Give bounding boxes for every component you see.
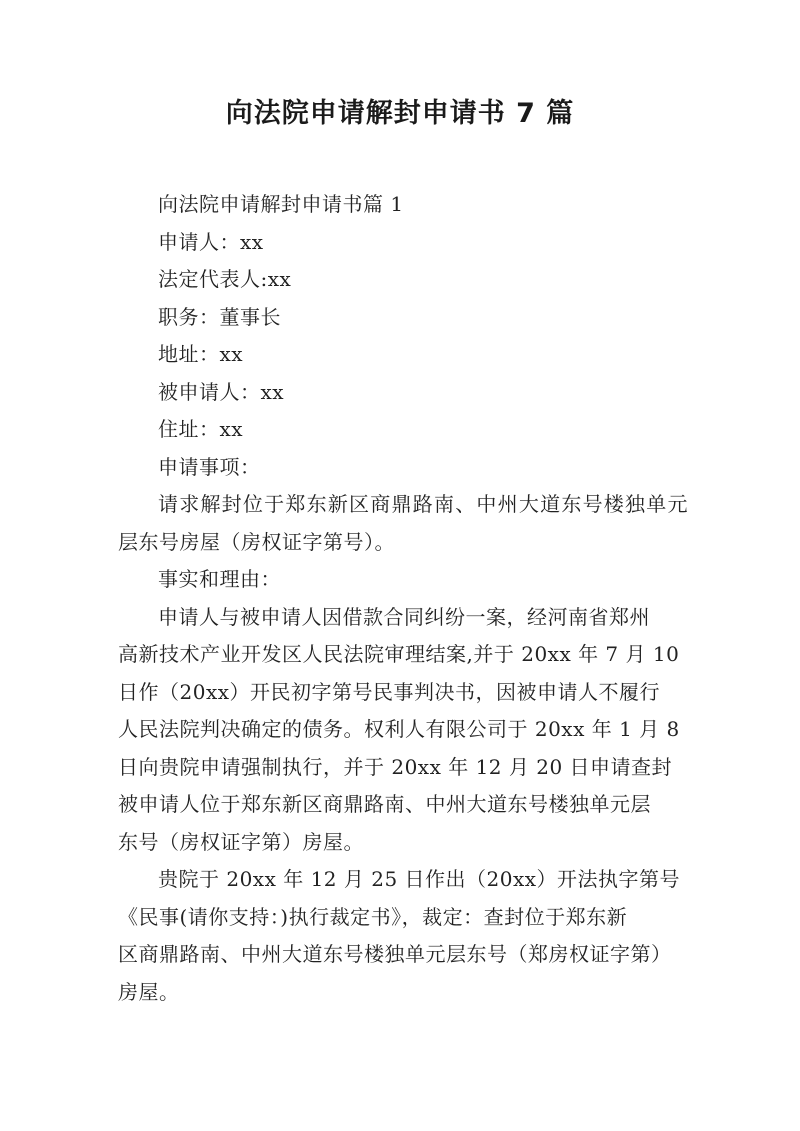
ruling-line: 《民事(请你支持：)执行裁定书》，裁定：查封位于郑东新: [118, 904, 628, 929]
facts-line: 日作（20xx）开民初字第号民事判决书，因被申请人不履行: [118, 679, 661, 704]
field-respondent: 被申请人：xx: [158, 379, 285, 404]
document-body: [118, 186, 688, 1011]
facts-line: 被申请人位于郑东新区商鼎路南、中州大道东号楼独单元层: [118, 792, 651, 816]
request-paragraph: 请求解封位于郑东新区商鼎路南、中州大道东号楼独单元层东号房屋（房权证字第号）。: [118, 492, 688, 554]
field-position: 职务：董事长: [158, 304, 281, 329]
ruling-line: 区商鼎路南、中州大道东号楼独单元层东号（郑房权证字第）: [118, 942, 672, 966]
facts-line: 东号（房权证字第）房屋。: [118, 829, 364, 854]
matters-label: 申请事项：: [158, 454, 261, 479]
field-address: 地址：xx: [158, 342, 244, 366]
ruling-line: 贵院于 20xx 年 12 月 25 日作出（20xx）开法执字第号: [158, 867, 681, 891]
field-legal-rep: 法定代表人:xx: [158, 267, 292, 291]
ruling-line: 房屋。: [118, 979, 180, 1004]
facts-line: 日向贵院申请强制执行，并于 20xx 年 12 月 20 日申请查封: [118, 754, 673, 779]
document-title: 向法院申请解封申请书 7 篇: [225, 98, 575, 129]
facts-line: 人民法院判决确定的债务。权利人有限公司于 20xx 年 1 月 8: [118, 717, 680, 741]
field-residence: 住址：xx: [158, 417, 244, 441]
facts-label: 事实和理由：: [158, 567, 281, 591]
facts-line: 高新技术产业开发区人民法院审理结案,并于 20xx 年 7 月 10: [118, 642, 680, 666]
facts-line: 申请人与被申请人因借款合同纠纷一案，经河南省郑州: [158, 604, 650, 629]
ruling-paragraph: [118, 861, 688, 1011]
section-heading: 向法院申请解封申请书篇 1: [158, 192, 404, 216]
facts-paragraph: [118, 599, 688, 862]
field-applicant: 申请人：xx: [158, 229, 264, 254]
